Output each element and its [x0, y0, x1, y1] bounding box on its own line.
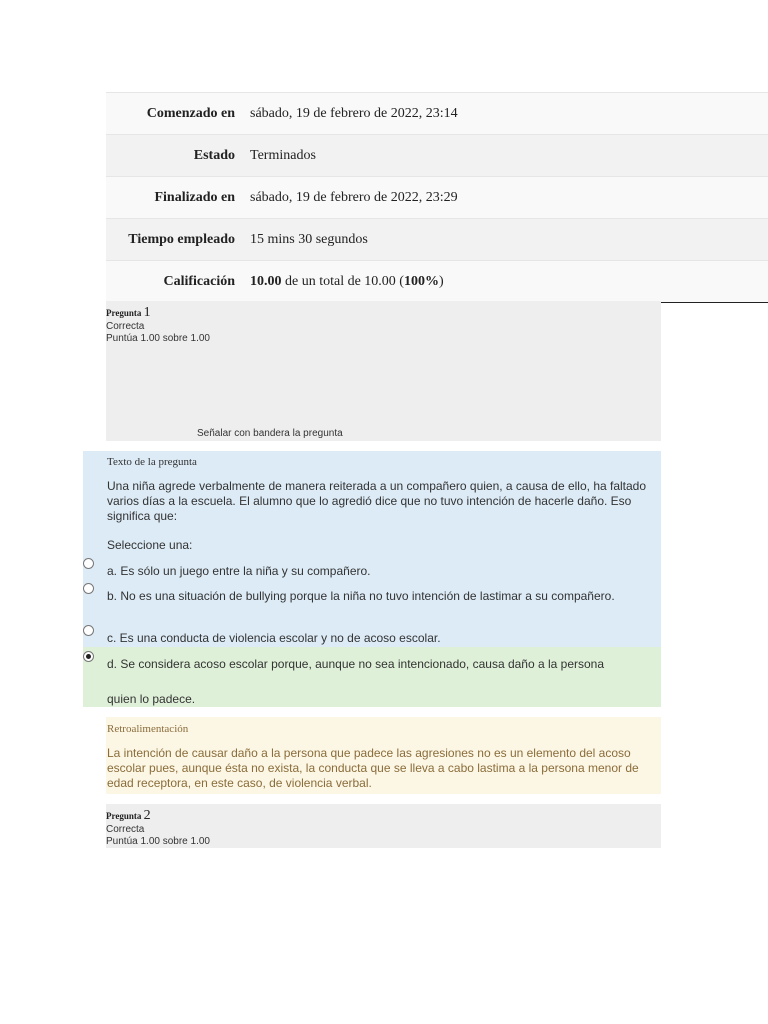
grade-bold: 10.00 — [250, 273, 282, 289]
question-text: Una niña agrede verbalmente de manera reiterada a un compañero quien, a causa de ello, ha faltado varios días a la escuela. El alumno que lo agredió dice que no tuvo intención de hacerle daño. Eso significa que: — [107, 479, 647, 523]
question-status: Correcta — [106, 824, 145, 835]
radio-button[interactable] — [83, 583, 94, 594]
answer-option-b[interactable] — [107, 589, 652, 604]
summary-row-started — [106, 93, 768, 135]
summary-label: Tiempo empleado — [128, 231, 235, 247]
question-1-info — [106, 301, 661, 441]
summary-value: sábado, 19 de febrero de 2022, 23:14 — [250, 105, 458, 121]
answer-option-a[interactable] — [107, 564, 652, 579]
radio-button[interactable] — [83, 625, 94, 636]
feedback-heading: Retroalimentación — [107, 723, 189, 735]
grade-value — [250, 274, 768, 290]
question-word: Pregunta — [106, 308, 142, 318]
summary-value: 15 mins 30 segundos — [250, 231, 368, 247]
summary-value: Terminados — [250, 147, 316, 163]
question-2-info — [106, 804, 661, 848]
summary-row-finished — [106, 177, 768, 219]
answer-option-text: b. No es una situación de bullying porque la niña no tuvo intención de lastimar a su compañero. — [107, 589, 615, 603]
correct-answer-highlight — [83, 647, 661, 707]
answer-option-text: c. Es una conducta de violencia escolar y no de acoso escolar. — [107, 631, 441, 645]
question-1-content — [83, 451, 661, 647]
grade-mid: de un total de 10.00 ( — [281, 273, 404, 289]
question-status: Correcta — [106, 321, 145, 332]
grade-end: ) — [438, 273, 444, 289]
feedback-box — [106, 717, 661, 794]
answer-option-c[interactable] — [107, 631, 652, 646]
radio-button-selected[interactable] — [83, 651, 94, 662]
question-number: 2 — [143, 808, 151, 823]
summary-label: Comenzado en — [146, 105, 235, 121]
summary-label: Calificación — [163, 273, 235, 289]
select-one-prompt: Seleccione una: — [107, 538, 193, 552]
question-score: Puntúa 1.00 sobre 1.00 — [106, 333, 210, 344]
summary-row-state — [106, 135, 768, 177]
summary-row-time-taken — [106, 219, 768, 261]
summary-label: Finalizado en — [154, 189, 235, 205]
radio-button[interactable] — [83, 558, 94, 569]
attempt-summary-table — [106, 92, 768, 303]
answer-option-d-continued — [107, 692, 652, 707]
summary-label: Estado — [193, 147, 235, 163]
question-number: 1 — [143, 305, 151, 320]
answer-option-d[interactable] — [107, 657, 652, 672]
answer-option-text: quien lo padece. — [107, 692, 196, 706]
flag-question-link[interactable]: Señalar con bandera la pregunta — [197, 428, 343, 439]
question-title — [106, 808, 661, 824]
answer-option-text: d. Se considera acoso escolar porque, aunque no sea intencionado, causa daño a la persona — [107, 657, 605, 671]
question-word: Pregunta — [106, 811, 142, 821]
question-score: Puntúa 1.00 sobre 1.00 — [106, 836, 210, 847]
feedback-text: La intención de causar daño a la persona que padece las agresiones no es un elemento del acoso escolar pues, aunque ésta no exista, la conducta que se lleva a cabo lastima a la persona menor de edad receptora, en este caso, de violencia verbal. — [107, 746, 639, 790]
grade-percent: 100% — [403, 273, 439, 289]
answer-option-text: a. Es sólo un juego entre la niña y su compañero. — [107, 564, 371, 578]
question-text-heading: Texto de la pregunta — [107, 456, 197, 468]
summary-value: sábado, 19 de febrero de 2022, 23:29 — [250, 189, 458, 205]
summary-row-grade — [106, 261, 768, 303]
question-title — [106, 305, 661, 321]
